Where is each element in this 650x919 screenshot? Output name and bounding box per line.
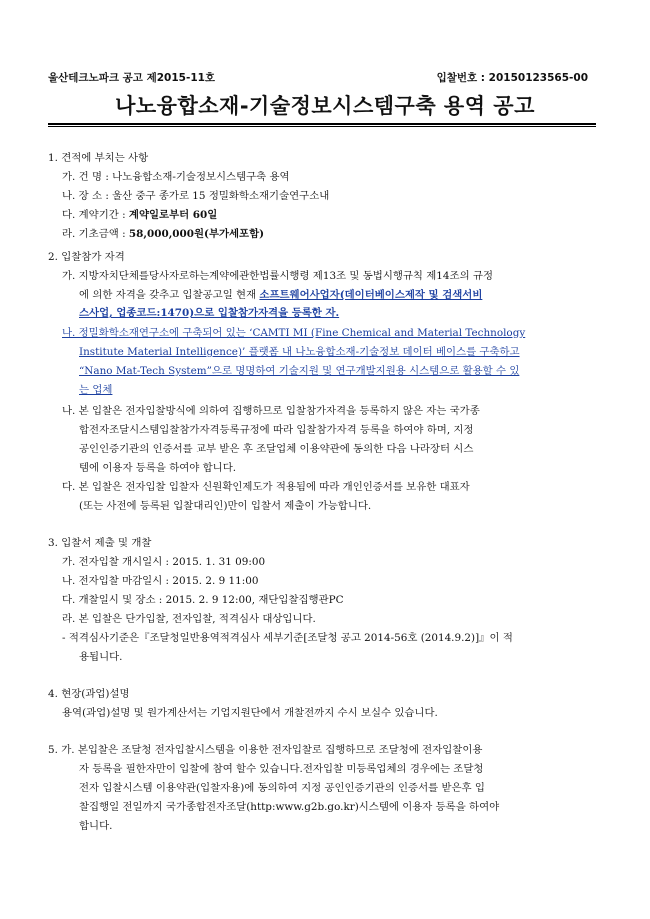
s2-b-line-2: Institute Material Intelligence)’ 플랫폼 내 나노융합소재-기술정보 데이터 베이스를 구축하고 [79, 346, 520, 358]
s2-c-line-3: 공인인증기관의 인증서를 교부 받은 후 조달업체 이용약관에 동의한 다음 나라장터 시스 [79, 443, 474, 455]
s1-place-row [62, 190, 329, 203]
s3-open-time: 가. 전자입찰 개시일시 : 2015. 1. 31 09:00 [62, 556, 266, 568]
page-title: 나노융합소재-기술정보시스템구축 용역 공고 [115, 94, 535, 118]
s3-criteria-line-1: - 적격심사기준은『조달청일반용역적격심사 세부기준[조달청 공고 2014-56호 (2014.9.2)]』이 적 [62, 632, 513, 644]
s1-name-row [62, 171, 290, 184]
s3-bid-type: 라. 본 입찰은 단가입찰, 전자입찰, 적격심사 대상입니다. [62, 613, 316, 625]
title-rule-thin [48, 126, 596, 127]
s4-body: 용역(과업)설명 및 원가계산서는 기업지원단에서 개찰전까지 수시 보실수 있습니다. [62, 707, 438, 719]
s1-amount-value: 58,000,000원(부가세포함) [128, 228, 265, 240]
s2-a-line-2 [79, 289, 482, 302]
s2-b-line-1: 나. 정밀화학소재연구소에 구축되어 있는 ‘CAMTI MI (Fine Chemical and Material Technology [62, 327, 526, 339]
s2-d-line-1: 다. 본 입찰은 전자입찰 입찰자 신원확인제도가 적용됨에 따라 개인인증서를 보유한 대표자 [62, 481, 470, 493]
s1-amount-row [62, 228, 264, 241]
section-3-heading: 3. 입찰서 제출 및 개찰 [48, 537, 152, 549]
s2-c-line-1: 나. 본 입찰은 전자입찰방식에 의하여 집행하므로 입찰참가자격을 등록하지 않은 자는 국가종 [62, 405, 480, 417]
s3-opening-time-place: 다. 개찰일시 및 장소 : 2015. 2. 9 12:00, 재단입찰집행관PC [62, 594, 344, 606]
s1-amount-label: 라. 기초금액 : [62, 228, 126, 240]
s2-b-line-3: “Nano Mat-Tech System”으로 명명하여 기술지원 및 연구개발지원용 시스템으로 활용할 수 있 [79, 365, 520, 377]
section-4-heading: 4. 현장(과업)설명 [48, 688, 130, 700]
s2-c-line-4: 템에 이용자 등록을 하여야 합니다. [79, 462, 237, 474]
section-5-line-1: 5. 가. 본입찰은 조달청 전자입찰시스템을 이용한 전자입찰로 집행하므로 조달청에 전자입찰이용 [48, 744, 483, 756]
s1-place-label: 나. 장 소 : [62, 190, 109, 202]
s1-place-value: 울산 중구 종가로 15 정밀화학소재기술연구소내 [112, 190, 330, 202]
s1-period-value: 계약일로부터 60일 [128, 209, 218, 221]
s2-a-line-2-text: 에 의한 자격을 갖추고 입찰공고일 현재 [79, 289, 260, 301]
s1-name-value: 나노융합소재-기술정보시스템구축 용역 [112, 171, 290, 183]
section-2-heading: 2. 입찰참가 자격 [48, 251, 125, 263]
section-5-line-4: 찰집행일 전일까지 국가종합전자조달(http:www.g2b.go.kr)시스템에 이용자 등록을 하여야 [79, 801, 500, 813]
section-5-line-3: 전자 입찰시스템 이용약관(입찰자용)에 동의하여 지정 공인인증기관의 인증서를 받은후 입 [79, 782, 485, 794]
s2-c-line-2: 합전자조달시스템입찰참가자격등록규정에 따라 입찰참가자격 등록을 하여야 하며, 지정 [79, 424, 474, 436]
notice-number: 울산테크노파크 공고 제2015-11호 [48, 72, 216, 84]
title-rule [48, 123, 596, 125]
bid-number: 입찰번호 : 20150123565-00 [436, 72, 588, 84]
s1-period-label: 다. 계약기간 : [62, 209, 126, 221]
s3-criteria-line-2: 용됩니다. [79, 651, 123, 663]
s1-name-label: 가. 건 명 : [62, 171, 109, 183]
section-5-line-2: 자 등록을 필한자만이 입찰에 참여 할수 있습니다.전자입찰 미등록업체의 경우에는 조달청 [79, 763, 484, 775]
s2-d-line-2: (또는 사전에 등록된 입찰대리인)만이 입찰서 제출이 가능합니다. [79, 500, 372, 512]
s1-period-row [62, 209, 217, 222]
s2-a-link-1: 소프트웨어사업자(데이터베이스제작 및 검색서비 [259, 289, 483, 301]
s2-a-link-2: 스사업, 업종코드:1470)으로 입찰참가자격을 등록한 자. [79, 307, 340, 319]
s2-a-line-1: 가. 지방자치단체를당사자로하는계약에관한법률시행령 제13조 및 동법시행규칙 제14조의 규정 [62, 270, 493, 282]
s3-close-time: 나. 전자입찰 마감일시 : 2015. 2. 9 11:00 [62, 575, 259, 587]
s2-b-line-4: 는 업체 [79, 384, 113, 396]
section-5-line-5: 합니다. [79, 820, 113, 832]
section-1-heading: 1. 견적에 부치는 사항 [48, 152, 149, 164]
